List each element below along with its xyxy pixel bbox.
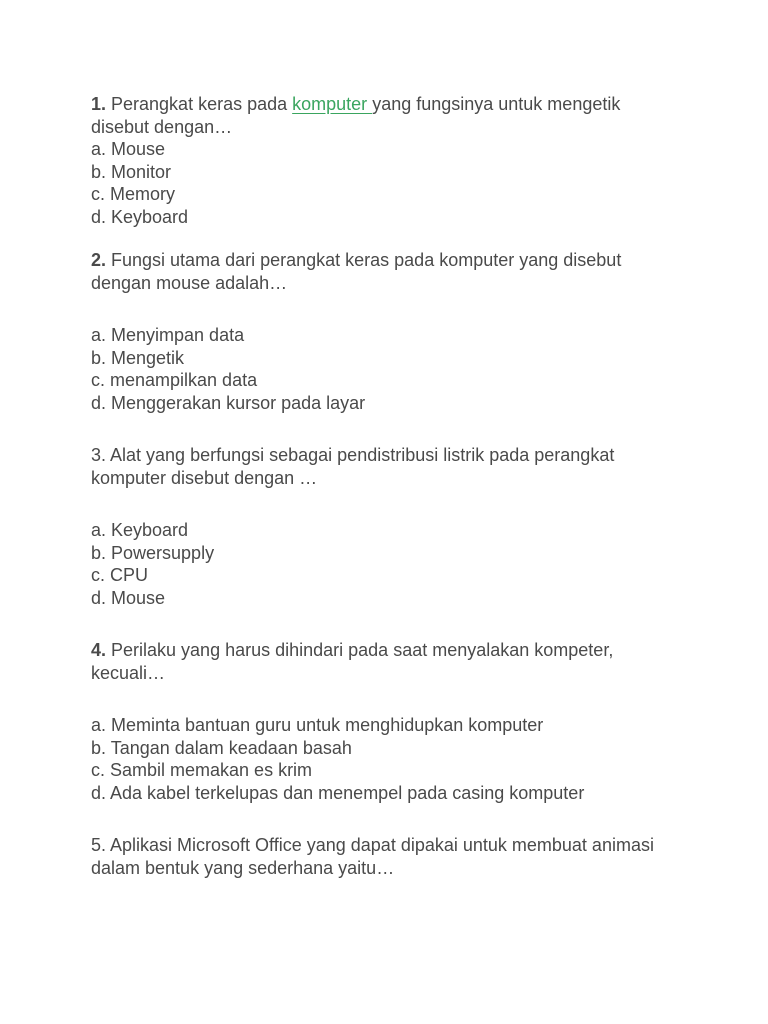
option-1a: a. Mouse (91, 139, 166, 159)
option-3c: c. CPU (91, 565, 149, 585)
question-2 (91, 249, 671, 294)
option-4a: a. Meminta bantuan guru untuk menghidupkan komputer (91, 715, 544, 735)
question-4 (91, 639, 671, 684)
option-1c: c. Memory (91, 184, 176, 204)
question-1-options (91, 138, 671, 228)
question-1-number: 1. (91, 94, 107, 114)
option-3d: d. Mouse (91, 587, 166, 608)
komputer-link[interactable]: komputer (292, 94, 373, 114)
question-3: 3. Alat yang berfungsi sebagai pendistribusi listrik pada perangkat komputer disebut dengan … (91, 445, 615, 488)
option-4b: b. Tangan dalam keadaan basah (91, 737, 352, 758)
question-1-text-end: yang fungsinya untuk mengetik disebut dengan… (91, 94, 621, 137)
question-2-number: 2. (91, 250, 107, 270)
question-4-text: Perilaku yang harus dihindari pada saat menyalakan kompeter, kecuali… (91, 640, 614, 683)
option-3b: b. Powersupply (91, 542, 215, 563)
option-2c: c. menampilkan data (91, 370, 258, 390)
option-4c: c. Sambil memakan es krim (91, 760, 313, 780)
question-4-number: 4. (91, 640, 107, 660)
option-2a: a. Menyimpan data (91, 325, 245, 345)
option-3a: a. Keyboard (91, 520, 189, 540)
option-1b: b. Monitor (91, 161, 172, 182)
question-3-options (91, 519, 671, 609)
question-1-text-start: Perangkat keras pada (106, 94, 293, 114)
option-1d: d. Keyboard (91, 206, 189, 227)
question-4-options (91, 714, 671, 804)
question-2-text: Fungsi utama dari perangkat keras pada komputer yang disebut dengan mouse adalah… (91, 250, 622, 293)
option-2d: d. Menggerakan kursor pada layar (91, 392, 366, 413)
question-5: 5. Aplikasi Microsoft Office yang dapat dipakai untuk membuat animasi dalam bentuk yang sederhana yaitu… (91, 835, 654, 878)
question-2-options (91, 324, 671, 414)
document-page (91, 93, 671, 879)
option-2b: b. Mengetik (91, 347, 185, 368)
option-4d: d. Ada kabel terkelupas dan menempel pada casing komputer (91, 782, 585, 803)
question-1 (91, 93, 671, 138)
